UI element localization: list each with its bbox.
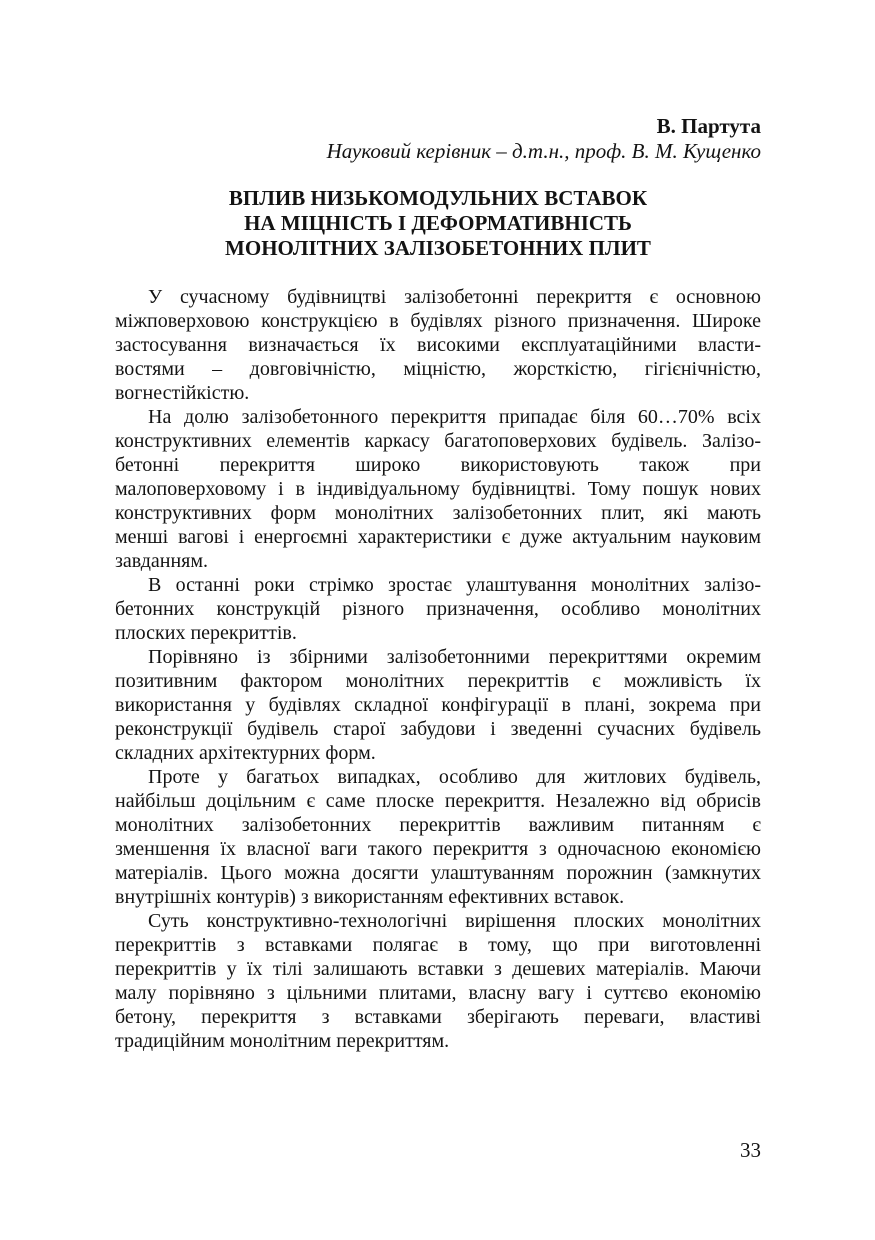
paragraph — [115, 909, 761, 1053]
supervisor-line: Науковий керівник – д.т.н., проф. В. М. Кущенко — [326, 139, 761, 163]
text-line: традиційним монолітним перекриттям. — [115, 1030, 450, 1052]
text-line: конструктивних форм монолітних залізобетонних плит, які мають — [115, 502, 761, 524]
text-line: позитивним фактором монолітних перекриттів є можливість їх — [115, 670, 761, 692]
text-line: бетону, перекриття з вставками зберігають переваги, властиві — [115, 1006, 761, 1028]
paper-title — [115, 186, 761, 261]
text-line: бетонних конструкцій різного призначення, особливо монолітних — [115, 598, 761, 620]
text-line: складних архітектурних форм. — [115, 742, 376, 764]
text-column — [115, 114, 761, 1053]
text-line: Порівняно із збірними залізобетонними перекриттями окремим — [148, 646, 761, 668]
text-line: матеріалів. Цього можна досягти улаштуванням порожнин (замкнутих — [115, 862, 761, 884]
paragraph — [115, 645, 761, 765]
text-line: застосування визначається їх високими експлуатаційними власти- — [115, 334, 761, 356]
text-line: Суть конструктивно-технологічні вирішення плоских монолітних — [148, 910, 761, 932]
title-line: НА МІЦНІСТЬ І ДЕФОРМАТИВНІСТЬ — [244, 211, 632, 235]
paragraph — [115, 573, 761, 645]
text-line: монолітних залізобетонних перекриттів важливим питанням є — [115, 814, 761, 836]
text-line: На долю залізобетонного перекриття припадає біля 60…70% всіх — [148, 406, 761, 428]
text-line: реконструкції будівель старої забудови і зведенні сучасних будівель — [115, 718, 761, 740]
text-line: малу порівняно з цільними плитами, власну вагу і суттєво економію — [115, 982, 761, 1004]
text-line: зменшення їх власної ваги такого перекриття з одночасною економією — [115, 838, 761, 860]
text-line: В останні роки стрімко зростає улаштування монолітних залізо- — [148, 574, 761, 596]
title-line: МОНОЛІТНИХ ЗАЛІЗОБЕТОННИХ ПЛИТ — [225, 236, 651, 260]
text-line: конструктивних елементів каркасу багатоповерхових будівель. Залізо- — [115, 430, 761, 452]
text-line: вогнестійкістю. — [115, 382, 250, 404]
text-line: внутрішніх контурів) з використанням ефективних вставок. — [115, 886, 625, 908]
text-line: малоповерховому і в індивідуальному будівництві. Тому пошук нових — [115, 478, 761, 500]
paragraph — [115, 285, 761, 405]
text-line: міжповерховою конструкцією в будівлях різного призначення. Широке — [115, 310, 761, 332]
page-number: 33 — [740, 1138, 761, 1162]
title-line: ВПЛИВ НИЗЬКОМОДУЛЬНИХ ВСТАВОК — [228, 186, 648, 210]
text-line: перекриттів у їх тілі залишають вставки з дешевих матеріалів. Маючи — [115, 958, 761, 980]
paper-body — [115, 285, 761, 1053]
text-line: бетонні перекриття широко використовують також при — [115, 454, 761, 476]
text-line: використання у будівлях складної конфігурації в плані, зокрема при — [115, 694, 761, 716]
paragraph — [115, 405, 761, 573]
text-line: найбільш доцільним є саме плоске перекриття. Незалежно від обрисів — [115, 790, 761, 812]
text-line: завданням. — [115, 550, 209, 572]
text-line: Проте у багатьох випадках, особливо для житлових будівель, — [148, 766, 761, 788]
text-line: У сучасному будівництві залізобетонні перекриття є основною — [148, 286, 761, 308]
author-name: В. Партута — [656, 114, 761, 138]
text-line: перекриттів з вставками полягає в тому, що при виготовленні — [115, 934, 761, 956]
text-line: менші вагові і енергоємні характеристики є дуже актуальним науковим — [115, 526, 761, 548]
text-line: востями – довговічністю, міцністю, жорсткістю, гігієнічністю, — [115, 358, 761, 380]
text-line: плоских перекриттів. — [115, 622, 297, 644]
paragraph — [115, 765, 761, 909]
